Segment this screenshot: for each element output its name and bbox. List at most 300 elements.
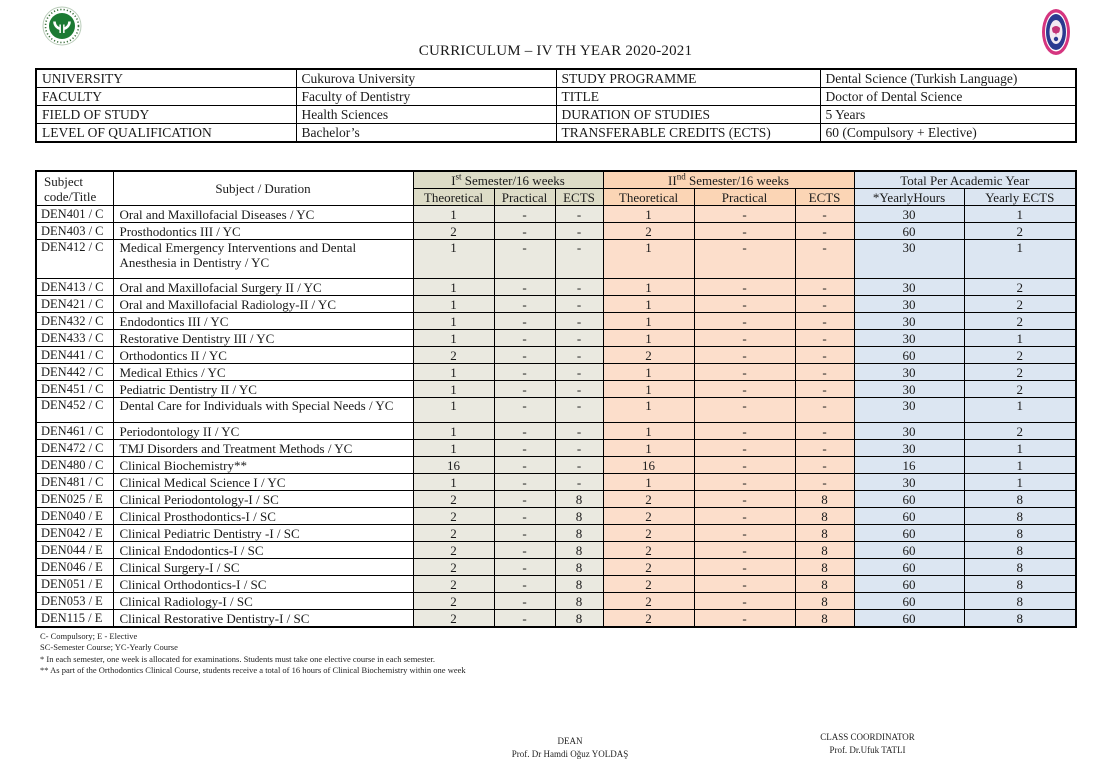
coordinator-signature-block <box>775 731 960 758</box>
sem1-theoretical-value: 1 <box>413 440 494 457</box>
sem2-ects-value: - <box>795 296 854 313</box>
yearly-ects-value: 1 <box>964 398 1076 423</box>
course-title: Oral and Maxillofacial Diseases / YC <box>113 206 413 223</box>
yearly-ects-value: 2 <box>964 279 1076 296</box>
col-header-subject-code <box>36 171 113 206</box>
sem1-practical-value: - <box>494 381 555 398</box>
sem2-ects-value: - <box>795 240 854 279</box>
course-title: TMJ Disorders and Treatment Methods / YC <box>113 440 413 457</box>
course-code: DEN044 / E <box>36 542 113 559</box>
sem2-ects-value: - <box>795 313 854 330</box>
sem1-practical-value: - <box>494 610 555 628</box>
course-code: DEN452 / C <box>36 398 113 423</box>
course-row <box>36 559 1076 576</box>
course-title: Clinical Radiology-I / SC <box>113 593 413 610</box>
sem1-practical-value: - <box>494 330 555 347</box>
yearly-hours-value: 60 <box>854 559 964 576</box>
yearly-ects-value: 1 <box>964 457 1076 474</box>
course-code: DEN115 / E <box>36 610 113 628</box>
course-title: Clinical Restorative Dentistry-I / SC <box>113 610 413 628</box>
sem1-theoretical-value: 2 <box>413 576 494 593</box>
sem2-label: Semester/16 weeks <box>685 172 789 188</box>
sem2-practical-value: - <box>694 440 795 457</box>
sem2-practical-value: - <box>694 576 795 593</box>
info-value: Doctor of Dental Science <box>820 88 1076 106</box>
course-title: Oral and Maxillofacial Radiology-II / YC <box>113 296 413 313</box>
course-title: Clinical Medical Science I / YC <box>113 474 413 491</box>
sem1-theoretical-value: 1 <box>413 398 494 423</box>
sem1-ordinal: st <box>455 171 462 182</box>
sem1-theoretical-value: 2 <box>413 508 494 525</box>
yearly-ects-value: 8 <box>964 593 1076 610</box>
yearly-hours-value: 60 <box>854 347 964 364</box>
col-header-semester-2 <box>603 171 854 189</box>
sem1-ects-value: - <box>555 240 603 279</box>
yearly-ects-value: 2 <box>964 347 1076 364</box>
course-row <box>36 440 1076 457</box>
course-code: DEN451 / C <box>36 381 113 398</box>
course-title: Clinical Pediatric Dentistry -I / SC <box>113 525 413 542</box>
course-title: Pediatric Dentistry II / YC <box>113 381 413 398</box>
sem1-ects-value: - <box>555 440 603 457</box>
sem1-ects-value: - <box>555 423 603 440</box>
sem1-theoretical-value: 1 <box>413 423 494 440</box>
sem2-practical-value: - <box>694 457 795 474</box>
sem2-ects-value: - <box>795 457 854 474</box>
sem1-theoretical-value: 1 <box>413 364 494 381</box>
curriculum-header-row-groups <box>36 171 1076 189</box>
sem2-practical-value: - <box>694 610 795 628</box>
sem2-practical-value: - <box>694 279 795 296</box>
yearly-ects-value: 2 <box>964 313 1076 330</box>
sem1-theoretical-value: 1 <box>413 206 494 223</box>
course-title: Clinical Biochemistry** <box>113 457 413 474</box>
sem1-theoretical-value: 16 <box>413 457 494 474</box>
sem1-label: Semester/16 weeks <box>461 172 565 188</box>
course-code: DEN421 / C <box>36 296 113 313</box>
sem2-ects-value: - <box>795 279 854 296</box>
yearly-ects-value: 8 <box>964 491 1076 508</box>
sem2-practical-value: - <box>694 364 795 381</box>
dean-title: DEAN <box>557 735 583 746</box>
sem1-practical-value: - <box>494 206 555 223</box>
yearly-ects-value: 1 <box>964 240 1076 279</box>
course-code: DEN461 / C <box>36 423 113 440</box>
sem2-practical-value: - <box>694 398 795 423</box>
sem1-ects-value: 8 <box>555 491 603 508</box>
sem2-ects-value: 8 <box>795 559 854 576</box>
info-value: Bachelor’s <box>296 124 556 143</box>
course-code: DEN403 / C <box>36 223 113 240</box>
col-header-sem1-practical: Practical <box>494 189 555 206</box>
sem1-practical-value: - <box>494 474 555 491</box>
course-title: Prosthodontics III / YC <box>113 223 413 240</box>
yearly-ects-value: 8 <box>964 542 1076 559</box>
yearly-hours-value: 60 <box>854 508 964 525</box>
info-label: TRANSFERABLE CREDITS (ECTS) <box>556 124 820 143</box>
sem1-ects-value: 8 <box>555 593 603 610</box>
course-code: DEN401 / C <box>36 206 113 223</box>
sem1-practical-value: - <box>494 576 555 593</box>
sem1-ects-value: 8 <box>555 610 603 628</box>
sem2-theoretical-value: 1 <box>603 296 694 313</box>
course-row <box>36 576 1076 593</box>
course-code: DEN025 / E <box>36 491 113 508</box>
course-title: Clinical Surgery-I / SC <box>113 559 413 576</box>
sem1-ects-value: 8 <box>555 559 603 576</box>
sem1-practical-value: - <box>494 347 555 364</box>
sem1-practical-value: - <box>494 364 555 381</box>
sem1-ects-value: - <box>555 457 603 474</box>
course-row <box>36 474 1076 491</box>
sem2-ects-value: 8 <box>795 525 854 542</box>
sem1-theoretical-value: 1 <box>413 313 494 330</box>
coordinator-name: Prof. Dr.Ufuk TATLI <box>829 745 906 756</box>
subject-code-line1: Subject <box>44 173 83 189</box>
course-code: DEN432 / C <box>36 313 113 330</box>
course-row <box>36 508 1076 525</box>
programme-info-table <box>35 68 1077 143</box>
sem1-ects-value: - <box>555 381 603 398</box>
course-code: DEN433 / C <box>36 330 113 347</box>
sem2-theoretical-value: 1 <box>603 206 694 223</box>
yearly-ects-value: 1 <box>964 330 1076 347</box>
course-title: Medical Ethics / YC <box>113 364 413 381</box>
course-row <box>36 313 1076 330</box>
yearly-hours-value: 30 <box>854 440 964 457</box>
course-title: Orthodontics II / YC <box>113 347 413 364</box>
course-row <box>36 610 1076 628</box>
yearly-hours-value: 60 <box>854 491 964 508</box>
yearly-ects-value: 2 <box>964 381 1076 398</box>
info-value: Faculty of Dentistry <box>296 88 556 106</box>
sem2-theoretical-value: 2 <box>603 223 694 240</box>
course-row <box>36 364 1076 381</box>
sem2-practical-value: - <box>694 240 795 279</box>
sem1-practical-value: - <box>494 423 555 440</box>
col-header-sem2-practical: Practical <box>694 189 795 206</box>
sem2-practical-value: - <box>694 542 795 559</box>
info-label: FIELD OF STUDY <box>36 106 296 124</box>
yearly-ects-value: 8 <box>964 610 1076 628</box>
yearly-ects-value: 2 <box>964 223 1076 240</box>
yearly-ects-value: 2 <box>964 296 1076 313</box>
sem2-practical-value: - <box>694 223 795 240</box>
sem1-theoretical-value: 1 <box>413 330 494 347</box>
sem1-practical-value: - <box>494 223 555 240</box>
sem1-theoretical-value: 2 <box>413 223 494 240</box>
yearly-hours-value: 60 <box>854 593 964 610</box>
course-title: Clinical Periodontology-I / SC <box>113 491 413 508</box>
sem2-ects-value: - <box>795 330 854 347</box>
sem1-ects-value: 8 <box>555 525 603 542</box>
info-value: 5 Years <box>820 106 1076 124</box>
course-row <box>36 525 1076 542</box>
info-row-university <box>36 69 1076 88</box>
sem2-theoretical-value: 1 <box>603 330 694 347</box>
sem2-theoretical-value: 1 <box>603 440 694 457</box>
yearly-hours-value: 60 <box>854 223 964 240</box>
col-header-yearly-ects: Yearly ECTS <box>964 189 1076 206</box>
sem1-practical-value: - <box>494 559 555 576</box>
sem2-ordinal: nd <box>676 171 686 182</box>
sem2-theoretical-value: 2 <box>603 542 694 559</box>
sem2-practical-value: - <box>694 508 795 525</box>
sem1-practical-value: - <box>494 508 555 525</box>
course-row <box>36 279 1076 296</box>
curriculum-table <box>35 170 1077 628</box>
course-code: DEN412 / C <box>36 240 113 279</box>
sem1-practical-value: - <box>494 542 555 559</box>
footnotes <box>40 631 1111 677</box>
yearly-ects-value: 1 <box>964 474 1076 491</box>
course-title: Endodontics III / YC <box>113 313 413 330</box>
sem1-practical-value: - <box>494 593 555 610</box>
course-row <box>36 398 1076 423</box>
sem2-practical-value: - <box>694 525 795 542</box>
footnote-line: * In each semester, one week is allocated for examinations. Students must take one elective course in each semester. <box>40 653 436 664</box>
col-header-sem2-ects: ECTS <box>795 189 854 206</box>
sem2-practical-value: - <box>694 491 795 508</box>
sem1-practical-value: - <box>494 525 555 542</box>
yearly-hours-value: 30 <box>854 330 964 347</box>
course-code: DEN053 / E <box>36 593 113 610</box>
course-code: DEN046 / E <box>36 559 113 576</box>
sem2-ects-value: - <box>795 398 854 423</box>
sem1-theoretical-value: 1 <box>413 240 494 279</box>
sem2-theoretical-value: 2 <box>603 347 694 364</box>
sem2-ects-value: 8 <box>795 610 854 628</box>
course-code: DEN481 / C <box>36 474 113 491</box>
sem2-theoretical-value: 2 <box>603 576 694 593</box>
course-code: DEN413 / C <box>36 279 113 296</box>
sem1-theoretical-value: 2 <box>413 491 494 508</box>
course-row <box>36 296 1076 313</box>
info-label: UNIVERSITY <box>36 69 296 88</box>
dean-name: Prof. Dr Hamdi Oğuz YOLDAŞ <box>511 749 629 760</box>
col-header-sem2-theoretical: Theoretical <box>603 189 694 206</box>
course-title: Periodontology II / YC <box>113 423 413 440</box>
course-row <box>36 206 1076 223</box>
info-label: DURATION OF STUDIES <box>556 106 820 124</box>
info-label: FACULTY <box>36 88 296 106</box>
sem1-theoretical-value: 1 <box>413 279 494 296</box>
sem1-theoretical-value: 2 <box>413 542 494 559</box>
yearly-hours-value: 30 <box>854 474 964 491</box>
yearly-ects-value: 2 <box>964 364 1076 381</box>
course-row <box>36 223 1076 240</box>
sem2-theoretical-value: 2 <box>603 559 694 576</box>
col-header-sem1-ects: ECTS <box>555 189 603 206</box>
course-row <box>36 330 1076 347</box>
footnote-line: ** As part of the Orthodontics Clinical Course, students receive a total of 16 hours of Clinical Biochemistry within one week <box>40 665 466 676</box>
course-row <box>36 240 1076 279</box>
sem1-theoretical-value: 2 <box>413 347 494 364</box>
sem1-theoretical-value: 2 <box>413 559 494 576</box>
yearly-ects-value: 1 <box>964 206 1076 223</box>
course-row <box>36 423 1076 440</box>
sem2-ects-value: - <box>795 206 854 223</box>
sem2-ects-value: - <box>795 223 854 240</box>
yearly-hours-value: 60 <box>854 542 964 559</box>
sem1-practical-value: - <box>494 296 555 313</box>
document-header <box>0 0 1111 68</box>
total-label: Total Per Academic Year <box>900 172 1030 188</box>
sem1-ects-value: - <box>555 223 603 240</box>
sem2-theoretical-value: 2 <box>603 525 694 542</box>
info-value: Health Sciences <box>296 106 556 124</box>
sem2-practical-value: - <box>694 330 795 347</box>
yearly-ects-value: 8 <box>964 559 1076 576</box>
sem1-ects-value: - <box>555 398 603 423</box>
sem2-practical-value: - <box>694 474 795 491</box>
sem2-practical-value: - <box>694 381 795 398</box>
course-code: DEN040 / E <box>36 508 113 525</box>
sem1-ects-value: - <box>555 313 603 330</box>
info-row-faculty <box>36 88 1076 106</box>
sem1-ects-value: - <box>555 206 603 223</box>
sem1-practical-value: - <box>494 457 555 474</box>
sem2-theoretical-value: 1 <box>603 398 694 423</box>
sem2-practical-value: - <box>694 559 795 576</box>
sem2-ects-value: 8 <box>795 491 854 508</box>
yearly-hours-value: 30 <box>854 423 964 440</box>
yearly-hours-value: 30 <box>854 240 964 279</box>
sem1-ects-value: - <box>555 330 603 347</box>
sem2-theoretical-value: 1 <box>603 474 694 491</box>
sem2-practical-value: - <box>694 313 795 330</box>
info-row-field <box>36 106 1076 124</box>
sem1-ects-value: - <box>555 474 603 491</box>
sem2-ects-value: - <box>795 440 854 457</box>
course-title: Oral and Maxillofacial Surgery II / YC <box>113 279 413 296</box>
sem1-practical-value: - <box>494 491 555 508</box>
yearly-hours-value: 30 <box>854 381 964 398</box>
sem2-ects-value: - <box>795 474 854 491</box>
col-header-total-year <box>854 171 1076 189</box>
course-title: Restorative Dentistry III / YC <box>113 330 413 347</box>
sem1-roman: I <box>451 172 456 188</box>
course-code: DEN442 / C <box>36 364 113 381</box>
sem2-ects-value: - <box>795 347 854 364</box>
sem1-practical-value: - <box>494 240 555 279</box>
course-row <box>36 457 1076 474</box>
course-title: Clinical Endodontics-I / SC <box>113 542 413 559</box>
yearly-ects-value: 8 <box>964 525 1076 542</box>
sem1-practical-value: - <box>494 313 555 330</box>
yearly-ects-value: 2 <box>964 423 1076 440</box>
coordinator-title: CLASS COORDINATOR <box>820 731 915 742</box>
course-row <box>36 381 1076 398</box>
yearly-hours-value: 30 <box>854 279 964 296</box>
sem2-theoretical-value: 2 <box>603 508 694 525</box>
course-row <box>36 593 1076 610</box>
sem1-theoretical-value: 1 <box>413 381 494 398</box>
sem1-practical-value: - <box>494 279 555 296</box>
curriculum-table-body <box>36 206 1076 628</box>
sem2-theoretical-value: 16 <box>603 457 694 474</box>
info-value: Cukurova University <box>296 69 556 88</box>
sem2-ects-value: 8 <box>795 576 854 593</box>
sem1-ects-value: - <box>555 279 603 296</box>
info-label: LEVEL OF QUALIFICATION <box>36 124 296 143</box>
dean-signature-block <box>450 735 690 762</box>
subject-code-line2: code/Title <box>44 188 97 204</box>
sem2-theoretical-value: 1 <box>603 279 694 296</box>
col-header-sem1-theoretical: Theoretical <box>413 189 494 206</box>
sem2-ects-value: - <box>795 423 854 440</box>
signature-area <box>0 729 1111 779</box>
info-row-qualification <box>36 124 1076 143</box>
sem2-practical-value: - <box>694 593 795 610</box>
sem1-theoretical-value: 2 <box>413 525 494 542</box>
yearly-hours-value: 60 <box>854 576 964 593</box>
sem2-ects-value: - <box>795 364 854 381</box>
course-title: Medical Emergency Interventions and Dental Anesthesia in Dentistry / YC <box>113 240 413 279</box>
course-row <box>36 347 1076 364</box>
yearly-hours-value: 30 <box>854 206 964 223</box>
course-title: Clinical Prosthodontics-I / SC <box>113 508 413 525</box>
yearly-hours-value: 30 <box>854 364 964 381</box>
info-label: STUDY PROGRAMME <box>556 69 820 88</box>
info-value: Dental Science (Turkish Language) <box>820 69 1076 88</box>
yearly-hours-value: 60 <box>854 525 964 542</box>
sem1-theoretical-value: 1 <box>413 474 494 491</box>
yearly-hours-value: 30 <box>854 398 964 423</box>
sem1-practical-value: - <box>494 398 555 423</box>
sem1-ects-value: 8 <box>555 508 603 525</box>
yearly-hours-value: 30 <box>854 296 964 313</box>
course-code: DEN441 / C <box>36 347 113 364</box>
yearly-ects-value: 1 <box>964 440 1076 457</box>
sem2-theoretical-value: 1 <box>603 240 694 279</box>
sem1-ects-value: 8 <box>555 576 603 593</box>
sem1-ects-value: - <box>555 296 603 313</box>
university-emblem-icon <box>42 6 82 46</box>
course-code: DEN472 / C <box>36 440 113 457</box>
sem1-theoretical-value: 2 <box>413 593 494 610</box>
sem2-theoretical-value: 1 <box>603 381 694 398</box>
sem2-ects-value: - <box>795 381 854 398</box>
sem1-theoretical-value: 1 <box>413 296 494 313</box>
sem2-ects-value: 8 <box>795 593 854 610</box>
course-title: Dental Care for Individuals with Special Needs / YC <box>113 398 413 423</box>
course-title: Clinical Orthodontics-I / SC <box>113 576 413 593</box>
sem1-practical-value: - <box>494 440 555 457</box>
sem1-ects-value: 8 <box>555 542 603 559</box>
sem1-ects-value: - <box>555 347 603 364</box>
sem2-practical-value: - <box>694 423 795 440</box>
yearly-ects-value: 8 <box>964 576 1076 593</box>
info-label: TITLE <box>556 88 820 106</box>
sem2-ects-value: 8 <box>795 508 854 525</box>
sem2-roman: II <box>668 172 677 188</box>
sem2-theoretical-value: 2 <box>603 610 694 628</box>
yearly-hours-value: 30 <box>854 313 964 330</box>
sem2-theoretical-value: 1 <box>603 364 694 381</box>
course-row <box>36 491 1076 508</box>
sem2-ects-value: 8 <box>795 542 854 559</box>
course-code: DEN051 / E <box>36 576 113 593</box>
yearly-hours-value: 60 <box>854 610 964 628</box>
sem2-practical-value: - <box>694 296 795 313</box>
sem2-theoretical-value: 1 <box>603 313 694 330</box>
course-code: DEN480 / C <box>36 457 113 474</box>
sem2-practical-value: - <box>694 206 795 223</box>
yearly-ects-value: 8 <box>964 508 1076 525</box>
course-code: DEN042 / E <box>36 525 113 542</box>
sem2-theoretical-value: 2 <box>603 593 694 610</box>
